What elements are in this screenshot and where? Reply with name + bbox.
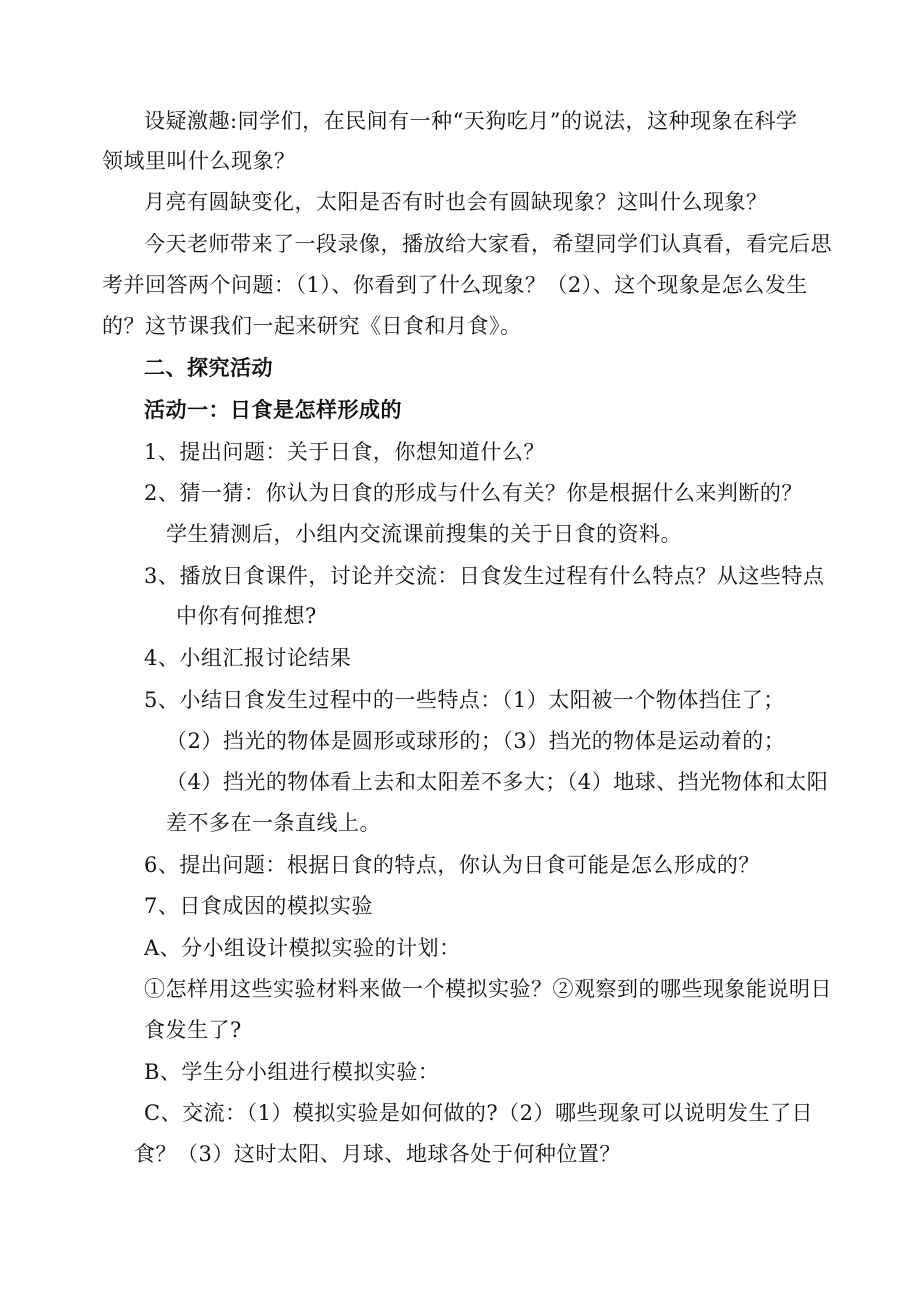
- step-c-line-1: C、交流：（1）模拟实验是如何做的?（2）哪些现象可以说明发生了日: [144, 1101, 814, 1125]
- step-2: 2、猜一猜：你认为日食的形成与什么有关？你是根据什么来判断的？: [144, 481, 803, 505]
- step-5-line-2: （2）挡光的物体是圆形或球形的；（3）挡光的物体是运动着的；: [166, 729, 786, 753]
- step-c-line-2: 食？（3）这时太阳、月球、地球各处于何种位置？: [134, 1142, 621, 1166]
- step-3-line-1: 3、播放日食课件，讨论并交流：日食发生过程有什么特点？从这些特点: [144, 564, 825, 588]
- intro-paragraph-2: 月亮有圆缺变化，太阳是否有时也会有圆缺现象？这叫什么现象？: [144, 190, 768, 214]
- intro-paragraph-3-line-3: 的？这节课我们一起来研究《日食和月食》。: [102, 314, 522, 338]
- section-2-heading: 二、探究活动: [144, 355, 273, 380]
- step-a-questions-line-1: ①怎样用这些实验材料来做一个模拟实验？②观察到的哪些现象能说明日: [144, 977, 832, 1001]
- step-1: 1、提出问题：关于日食，你想知道什么？: [144, 440, 545, 464]
- step-7: 7、日食成因的模拟实验: [144, 894, 373, 918]
- step-a: A、分小组设计模拟实验的计划：: [144, 936, 461, 960]
- step-5-line-1: 5、小结日食发生过程中的一些特点：（1）太阳被一个物体挡住了；: [144, 688, 785, 712]
- intro-paragraph-3-line-2: 考并回答两个问题：（1）、你看到了什么现象？（2）、这个现象是怎么发生: [102, 273, 808, 297]
- activity-1-heading: 活动一：日食是怎样形成的: [144, 397, 402, 422]
- step-2-note: 学生猜测后，小组内交流课前搜集的关于日食的资料。: [166, 522, 682, 546]
- step-3-line-2: 中你有何推想?: [176, 604, 317, 628]
- intro-paragraph-1-line-2: 领域里叫什么现象？: [102, 149, 296, 173]
- step-b: B、学生分小组进行模拟实验：: [144, 1060, 440, 1084]
- step-6: 6、提出问题：根据日食的特点，你认为日食可能是怎么形成的？: [144, 853, 760, 877]
- intro-paragraph-1-line-1: 设疑激趣:同学们，在民间有一种“天狗吃月”的说法，这种现象在科学: [144, 109, 798, 133]
- step-5-line-4: 差不多在一条直线上。: [166, 811, 381, 835]
- step-a-questions-line-2: 食发生了?: [144, 1018, 242, 1042]
- step-5-line-3: （4）挡光的物体看上去和太阳差不多大；（4）地球、挡光物体和太阳: [166, 770, 829, 794]
- step-4: 4、小组汇报讨论结果: [144, 646, 352, 670]
- intro-paragraph-3-line-1: 今天老师带来了一段录像，播放给大家看，希望同学们认真看，看完后思: [144, 232, 832, 256]
